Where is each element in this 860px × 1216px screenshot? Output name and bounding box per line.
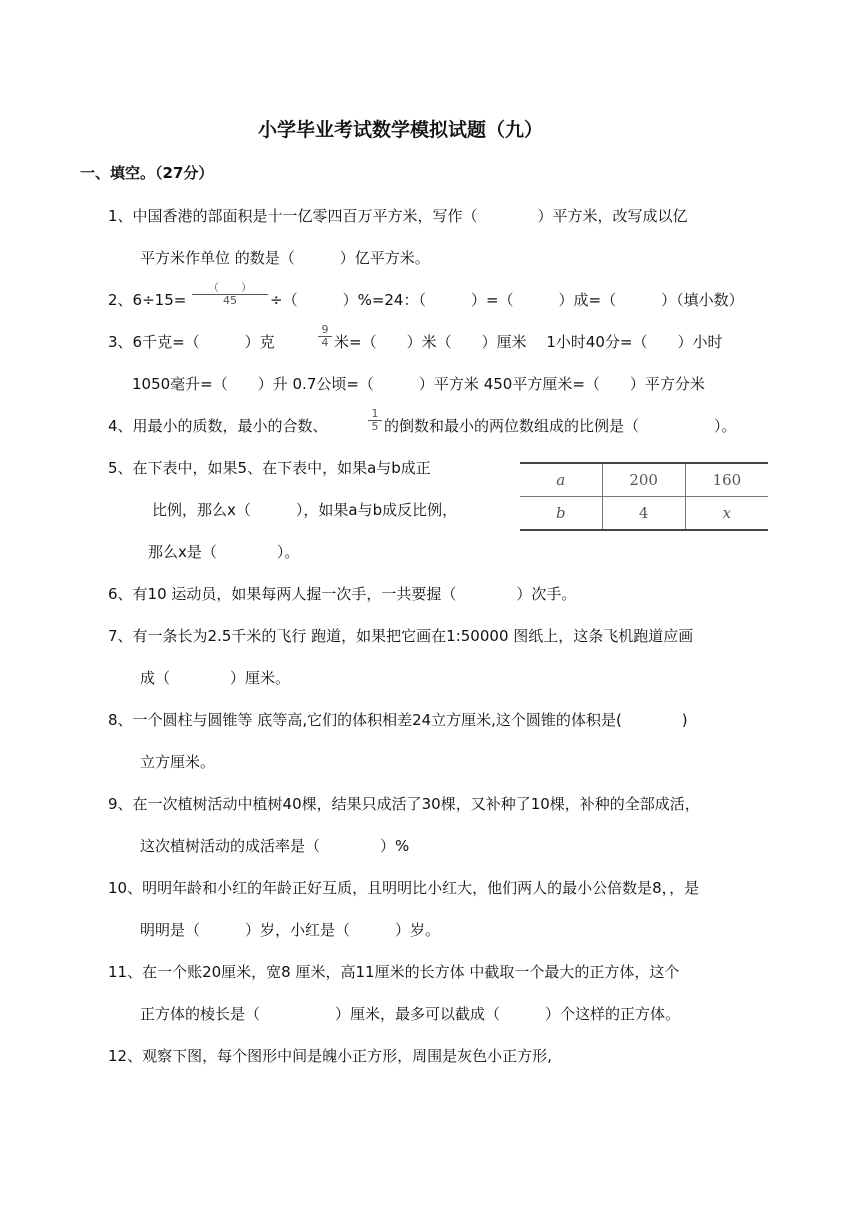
question-4-fraction: [368, 408, 382, 433]
page-title: 小学毕业考试数学模拟试题（九）: [258, 119, 544, 141]
question-4-start: 4、用最小的质数，最小的合数、: [108, 417, 328, 435]
question-2-start: 2、6÷15=: [108, 291, 187, 309]
fraction-denominator: 5: [371, 420, 379, 433]
question-1-line-1: 1、中国香港的部面积是十一亿零四百万平方米，写作（ ）平方米，改写成以亿: [108, 207, 688, 225]
question-10-line-1: 10、明明年龄和小红的年龄正好互质，且明明比小红大，他们两人的最小公倍数是8，，是: [108, 879, 700, 897]
question-4-rest: 的倒数和最小的两位数组成的比例是（ ）。: [384, 417, 737, 435]
question-7-line-2: 成（ ）厘米。: [140, 669, 291, 687]
table-cell: 4: [602, 497, 685, 531]
table-row: [520, 497, 768, 531]
question-9-line-1: 9、在一次植树活动中植树40棵，结果只成活了30棵，又补种了10棵，补种的全部成活，: [108, 795, 700, 813]
question-2-rest: ÷（ ）%=24：（ ）=（ ）成=（ ）（填小数）: [270, 291, 744, 309]
question-5-line-2: 比例，那么x（ ），如果a与b成反比例，: [152, 501, 458, 519]
table-cell: x: [685, 497, 768, 531]
question-3-fraction: [318, 324, 332, 349]
fraction-numerator: 1: [371, 407, 379, 420]
question-10-line-2: 明明是（ ）岁，小红是（ ）岁。: [140, 921, 441, 939]
question-12: 12、观察下图，每个图形中间是魄小正方形，周围是灰色小正方形,: [108, 1047, 552, 1065]
table-cell: 200: [602, 463, 685, 497]
question-9-line-2: 这次植树活动的成活率是（ ）%: [140, 837, 410, 855]
table-row: [520, 463, 768, 497]
question-2-fraction: [192, 282, 268, 307]
question-1-line-2: 平方米作单位 的数是（ ）亿平方米。: [140, 249, 430, 267]
question-3-start: 3、6千克=（ ）克: [108, 333, 275, 351]
fraction-denominator: 4: [321, 336, 329, 349]
question-5-line-1: 5、在下表中，如果5、在下表中，如果a与b成正: [108, 459, 431, 477]
question-8-line-2: 立方厘米。: [140, 753, 216, 771]
fraction-numerator: 9: [321, 323, 329, 336]
fraction-numerator: （ ）: [208, 281, 252, 294]
question-7-line-1: 7、有一条长为2.5千米的飞行 跑道，如果把它画在1:50000 图纸上，这条飞机跑道应画: [108, 627, 694, 645]
question-11-line-1: 11、在一个账20厘米，宽8 厘米，高11厘米的长方体 中截取一个最大的正方体，这个: [108, 963, 680, 981]
fraction-denominator: 45: [223, 294, 237, 307]
table-cell: a: [520, 463, 602, 497]
question-11-line-2: 正方体的棱长是（ ）厘米，最多可以截成（ ）个这样的正方体。: [140, 1005, 681, 1023]
question-3-rest: 米=（ ）米（ ）厘米 1小时40分=（ ）小时: [334, 333, 723, 351]
table-cell: 160: [685, 463, 768, 497]
ratio-table: [520, 462, 768, 531]
question-3-line-2: 1050毫升=（ ）升 0.7公顷=（ ）平方米 450平方厘米=（ ）平方分米: [132, 375, 705, 393]
question-6: 6、有10 运动员，如果每两人握一次手，一共要握（ ）次手。: [108, 585, 577, 603]
section-heading: 一、填空。（27分）: [80, 164, 214, 182]
table-cell: b: [520, 497, 602, 531]
question-5-line-3: 那么x是（ ）。: [148, 543, 300, 561]
question-8-line-1: 8、一个圆柱与圆锥等 底等高,它们的体积相差24立方厘米,这个圆锥的体积是( ): [108, 711, 688, 729]
